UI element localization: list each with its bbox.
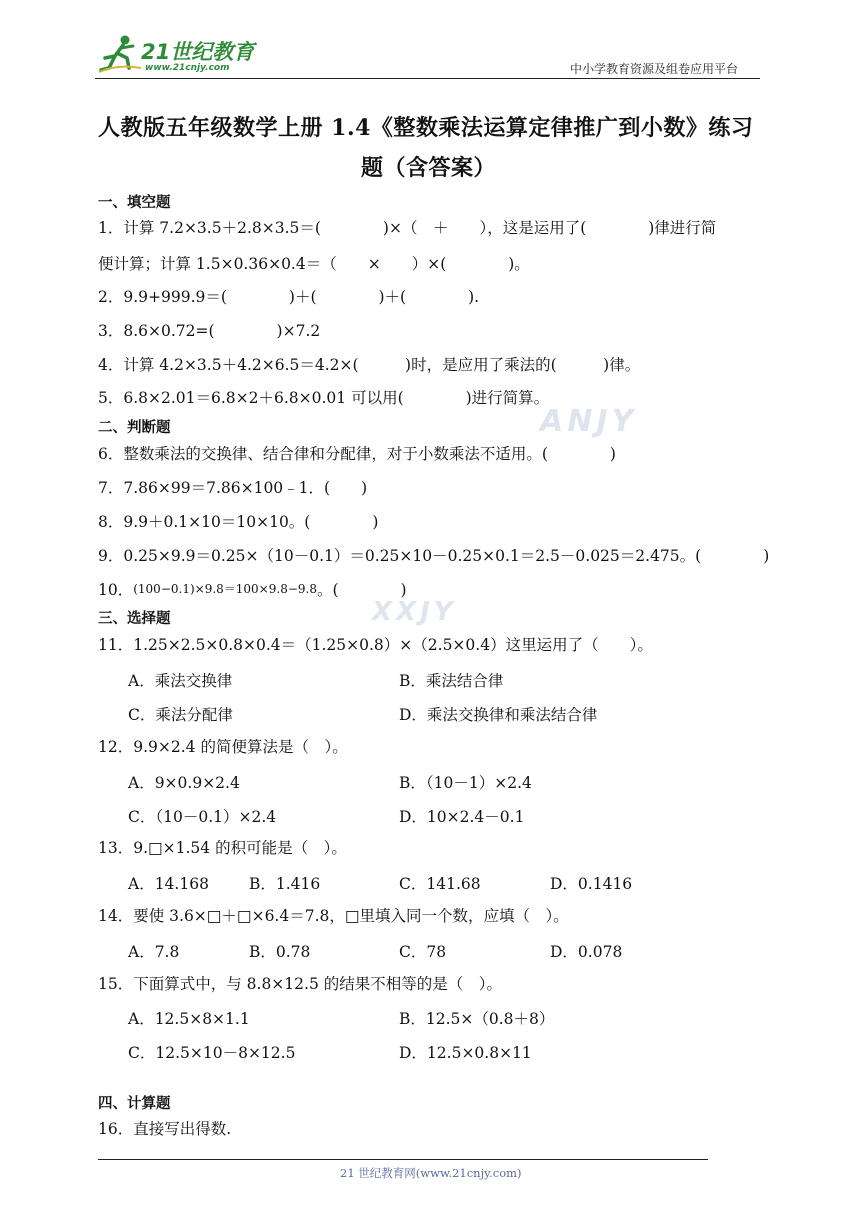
option-d: D．乘法交换律和乘法结合律 [399, 706, 598, 724]
footer-text[interactable]: 21 世纪教育网(www.21cnjy.com) [340, 1166, 522, 1180]
header-tagline: 中小学教育资源及组卷应用平台 [570, 62, 739, 76]
question-7: 7．7.86×99＝7.86×100﹣1．( ) [98, 479, 368, 497]
question-10-formula: (100−0.1)×9.8＝100×9.8−9.8 [133, 582, 317, 596]
runner-logo-icon [97, 34, 143, 74]
option-b: B．1.416 [249, 875, 321, 893]
option-b: B．乘法结合律 [399, 672, 504, 690]
option-a: A．12.5×8×1.1 [128, 1010, 250, 1028]
question-4: 4．计算 4.2×3.5＋4.2×6.5＝4.2×( )时，是应用了乘法的( )律。 [98, 356, 641, 374]
section-heading-fill-in: 一、填空题 [98, 195, 171, 211]
section-heading-multiple-choice: 三、选择题 [98, 611, 171, 627]
question-14: 14．要使 3.6×□＋□×6.4＝7.8，□里填入同一个数，应填（ ）。 [98, 907, 569, 925]
question-3: 3．8.6×0.72=( )×7.2 [98, 322, 321, 340]
watermark: XXJY [372, 597, 457, 627]
footer-divider [98, 1159, 708, 1160]
question-8: 8．9.9＋0.1×10＝10×10。( ) [98, 513, 379, 531]
option-a: A．乘法交换律 [128, 672, 233, 690]
option-c: C．141.68 [399, 875, 481, 893]
logo-text: 21世纪教育 [141, 40, 255, 64]
watermark: ANJY [540, 404, 638, 439]
header-divider [95, 78, 760, 79]
question-10-answer-slot: 。( ) [316, 581, 407, 599]
logo [97, 34, 257, 76]
question-1-line1: 1．计算 7.2×3.5＋2.8×3.5＝( )×（ ＋ ），这是运用了( )律进行简 [98, 219, 717, 237]
option-d: D．12.5×0.8×11 [399, 1044, 532, 1062]
option-d: D．0.078 [550, 943, 623, 961]
question-10-number: 10． [98, 581, 134, 599]
section-heading-true-false: 二、判断题 [98, 420, 171, 436]
question-12: 12．9.9×2.4 的简便算法是（ ）。 [98, 738, 348, 756]
question-2: 2．9.9+999.9＝( )＋( )＋( ). [98, 288, 480, 306]
option-b: B．12.5×（0.8＋8） [399, 1010, 555, 1028]
option-d: D．0.1416 [550, 875, 633, 893]
option-b: B．0.78 [249, 943, 311, 961]
option-c: C．（10－0.1）×2.4 [128, 808, 277, 826]
option-a: A．7.8 [128, 943, 180, 961]
page-title-line2: 题（含答案） [361, 155, 497, 181]
section-heading-calculation: 四、计算题 [98, 1096, 171, 1112]
question-5: 5．6.8×2.01＝6.8×2＋6.8×0.01 可以用( )进行简算。 [98, 389, 550, 407]
option-a: A．9×0.9×2.4 [128, 774, 240, 792]
option-a: A．14.168 [128, 875, 209, 893]
option-d: D．10×2.4－0.1 [399, 808, 525, 826]
question-1-line2: 便计算；计算 1.5×0.36×0.4＝（ × ）×( )。 [98, 255, 530, 273]
option-c: C．12.5×10－8×12.5 [128, 1044, 296, 1062]
question-15: 15．下面算式中，与 8.8×12.5 的结果不相等的是（ ）。 [98, 975, 502, 993]
logo-url: www.21cnjy.com [145, 63, 230, 73]
question-11: 11．1.25×2.5×0.8×0.4＝（1.25×0.8）×（2.5×0.4）这里运用了（ ）。 [98, 636, 653, 654]
option-c: C．78 [399, 943, 447, 961]
page-title-line1: 人教版五年级数学上册 1.4《整数乘法运算定律推广到小数》练习 [98, 115, 754, 141]
question-6: 6．整数乘法的交换律、结合律和分配律，对于小数乘法不适用。( ) [98, 445, 616, 463]
question-13: 13．9.□×1.54 的积可能是（ ）。 [98, 839, 347, 857]
question-9: 9．0.25×9.9＝0.25×（10－0.1）＝0.25×10－0.25×0.1＝2.5－0.025＝2.475。( ) [98, 547, 770, 565]
option-b: B．（10－1）×2.4 [399, 774, 532, 792]
option-c: C．乘法分配律 [128, 706, 233, 724]
question-10 [98, 579, 407, 600]
question-16: 16．直接写出得数. [98, 1120, 232, 1138]
